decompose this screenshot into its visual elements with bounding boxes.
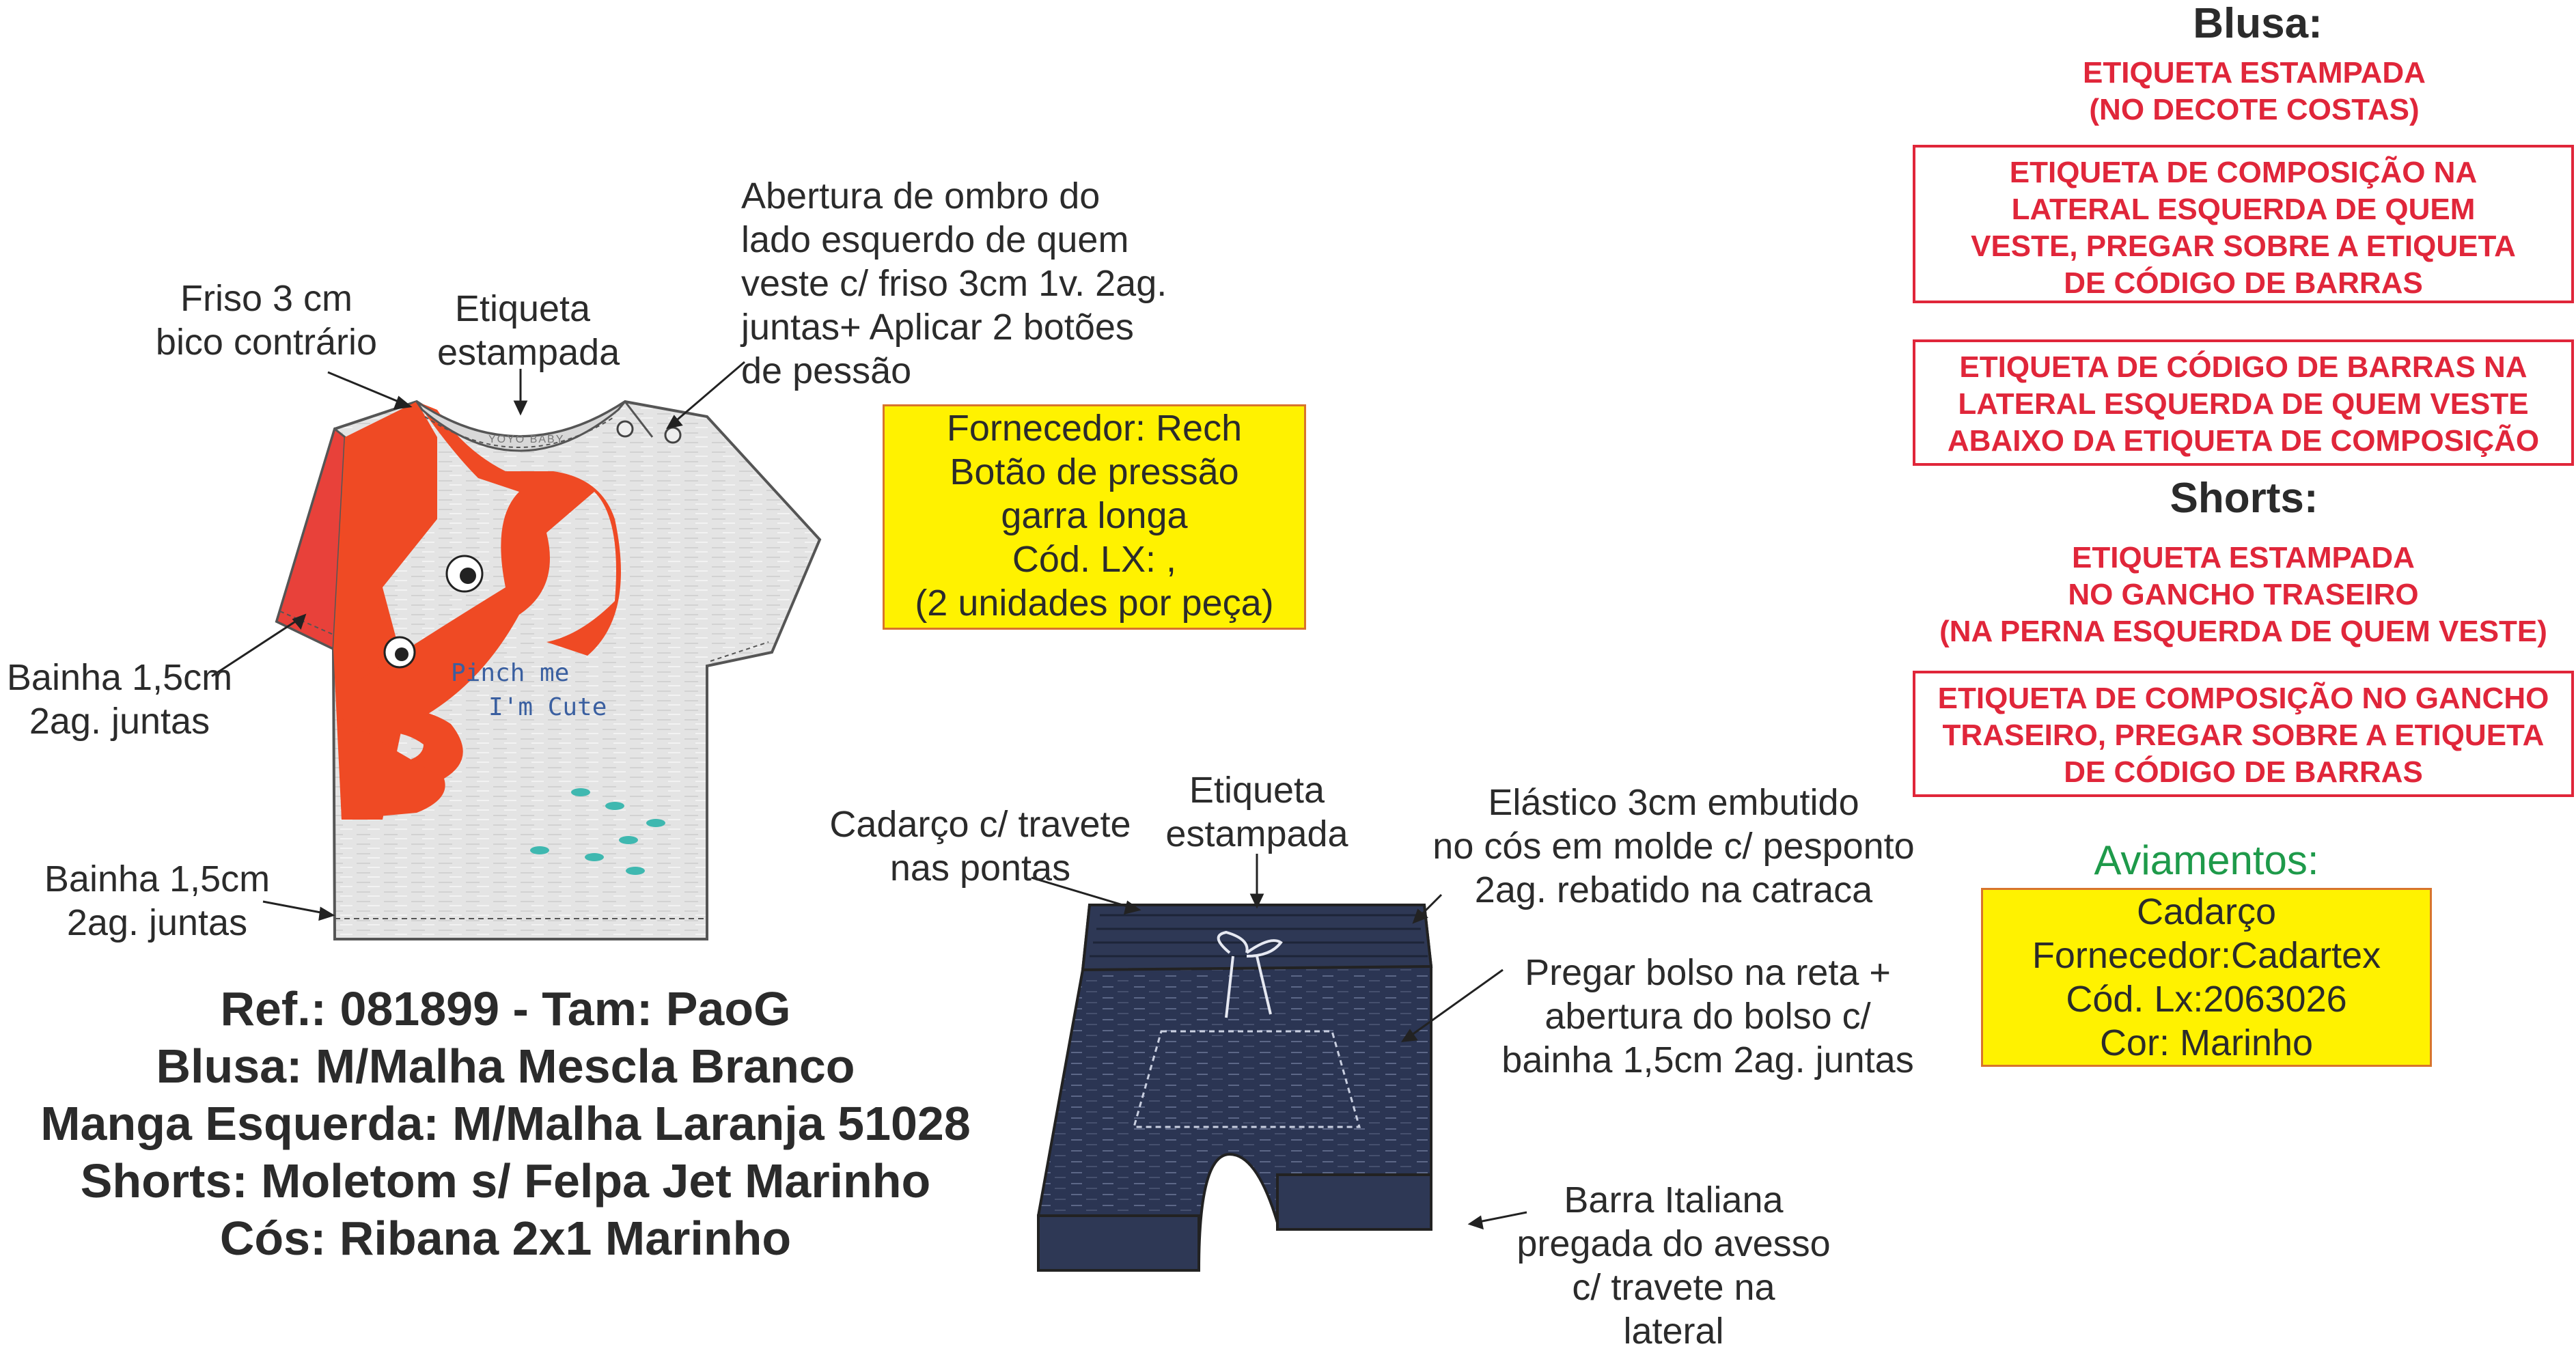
note-abertura-line1: Abertura de ombro do xyxy=(741,176,1100,217)
spec-cos: Cós: Ribana 2x1 Marinho xyxy=(219,1212,792,1265)
blusa-etiqueta-estampada xyxy=(1981,55,2527,128)
note-abertura-line5: de pessão xyxy=(741,350,912,391)
note-etiqueta-shorts xyxy=(1154,768,1359,856)
aviamentos-line1: Cadarço xyxy=(2136,891,2277,932)
note-bainha-manga xyxy=(0,656,239,743)
blusa-codigo-line3: ABAIXO DA ETIQUETA DE COMPOSIÇÃO xyxy=(1947,424,2540,458)
note-cadarco-line1: Cadarço c/ travete xyxy=(829,804,1131,845)
blusa-composicao-line4: DE CÓDIGO DE BARRAS xyxy=(2064,266,2423,300)
spec-shorts: Shorts: Moletom s/ Felpa Jet Marinho xyxy=(80,1154,931,1208)
blusa-codigo-barras-box xyxy=(1913,339,2574,466)
note-barra-line2: pregada do avesso xyxy=(1516,1223,1831,1264)
note-etiqueta-blusa xyxy=(437,287,620,374)
aviamentos-line2: Fornecedor:Cadartex xyxy=(2032,935,2381,976)
snap-button-2 xyxy=(665,428,680,443)
blusa-composicao-line1: ETIQUETA DE COMPOSIÇÃO NA xyxy=(2009,156,2478,189)
shorts-composicao-line2: TRASEIRO, PREGAR SOBRE A ETIQUETA xyxy=(1942,719,2545,752)
blusa-title: Blusa: xyxy=(2193,0,2323,47)
note-friso-line1: Friso 3 cm xyxy=(180,278,353,319)
supplier-line1: Fornecedor: Rech xyxy=(946,408,1243,449)
spec-block xyxy=(0,980,1011,1267)
note-bainha-barra xyxy=(27,857,287,945)
print-text-line1: Pinch me xyxy=(451,659,570,687)
snap-button-1 xyxy=(618,421,633,436)
note-bainha-barra-line1: Bainha 1,5cm xyxy=(44,859,271,899)
note-bainha-barra-line2: 2ag. juntas xyxy=(66,902,248,943)
aviamentos-line3: Cód. Lx:2063026 xyxy=(2066,979,2347,1020)
shorts-composicao-box xyxy=(1913,671,2574,797)
note-etiqueta-blusa-line2: estampada xyxy=(437,332,620,373)
blusa-composicao-line2: LATERAL ESQUERDA DE QUEM xyxy=(2011,193,2476,226)
note-friso-line2: bico contrário xyxy=(155,322,378,363)
shorts-composicao-line3: DE CÓDIGO DE BARRAS xyxy=(2064,755,2423,789)
note-bolso-line2: abertura do bolso c/ xyxy=(1545,996,1871,1037)
note-abertura-line4: juntas+ Aplicar 2 botões xyxy=(741,307,1134,348)
shorts-etiqueta-line2: NO GANCHO TRASEIRO xyxy=(2068,578,2419,611)
note-etiqueta-shorts-line2: estampada xyxy=(1165,813,1348,854)
shorts-drawing xyxy=(1038,905,1431,1270)
neck-label-brand: YOYO BABY xyxy=(488,434,565,445)
aviamentos-line4: Cor: Marinho xyxy=(2099,1022,2314,1063)
note-elastico-line3: 2ag. rebatido na catraca xyxy=(1474,869,1873,910)
shorts-etiqueta-line1: ETIQUETA ESTAMPADA xyxy=(2072,541,2415,574)
blusa-codigo-line1: ETIQUETA DE CÓDIGO DE BARRAS NA xyxy=(1959,350,2527,384)
spec-manga: Manga Esquerda: M/Malha Laranja 51028 xyxy=(40,1097,971,1150)
aviamentos-box xyxy=(1981,888,2432,1067)
note-bainha-manga-line2: 2ag. juntas xyxy=(29,701,210,742)
note-abertura-ombro xyxy=(741,174,1167,393)
note-abertura-line2: lado esquerdo de quem xyxy=(741,219,1129,260)
note-etiqueta-blusa-line1: Etiqueta xyxy=(454,288,591,329)
note-bolso-line3: bainha 1,5cm 2ag. juntas xyxy=(1501,1040,1914,1080)
note-etiqueta-shorts-line1: Etiqueta xyxy=(1189,770,1325,811)
supplier-line3: garra longa xyxy=(1001,495,1188,536)
spec-ref: Ref.: 081899 - Tam: PaoG xyxy=(220,982,791,1035)
note-friso xyxy=(140,277,393,364)
spec-blusa: Blusa: M/Malha Mescla Branco xyxy=(156,1040,855,1093)
blusa-etiqueta-line2: (NO DECOTE COSTAS) xyxy=(2089,93,2420,126)
note-bolso-line1: Pregar bolso na reta + xyxy=(1525,952,1891,993)
note-barra xyxy=(1489,1178,1858,1353)
note-elastico-line2: no cós em molde c/ pesponto xyxy=(1432,826,1915,867)
note-abertura-line3: veste c/ friso 3cm 1v. 2ag. xyxy=(741,263,1167,304)
blusa-etiqueta-line1: ETIQUETA ESTAMPADA xyxy=(2083,56,2426,89)
shorts-title: Shorts: xyxy=(2170,475,2318,522)
note-bainha-manga-line1: Bainha 1,5cm xyxy=(6,657,233,698)
note-elastico-line1: Elástico 3cm embutido xyxy=(1488,782,1859,823)
note-bolso xyxy=(1476,951,1940,1082)
note-barra-line3: c/ travete na xyxy=(1572,1267,1775,1308)
note-barra-line4: lateral xyxy=(1623,1311,1724,1352)
supplier-button-box xyxy=(883,404,1306,630)
shorts-etiqueta-estampada xyxy=(1913,540,2574,650)
shorts-etiqueta-line3: (NA PERNA ESQUERDA DE QUEM VESTE) xyxy=(1939,615,2547,648)
shorts-composicao-line1: ETIQUETA DE COMPOSIÇÃO NO GANCHO xyxy=(1937,682,2549,715)
note-barra-line1: Barra Italiana xyxy=(1564,1180,1784,1221)
blusa-composicao-line3: VESTE, PREGAR SOBRE A ETIQUETA xyxy=(1971,229,2516,263)
blusa-codigo-line2: LATERAL ESQUERDA DE QUEM VESTE xyxy=(1958,387,2529,421)
note-cadarco-line2: nas pontas xyxy=(889,848,1071,889)
supplier-line4: Cód. LX: , xyxy=(1012,539,1177,580)
blusa-composicao-box xyxy=(1913,145,2574,303)
sleeve-orange xyxy=(277,429,345,649)
supplier-line2: Botão de pressão xyxy=(950,451,1239,492)
supplier-line5: (2 unidades por peça) xyxy=(915,583,1274,624)
aviamentos-title: Aviamentos: xyxy=(2094,837,2319,883)
note-elastico xyxy=(1421,781,1926,912)
note-cadarco xyxy=(813,803,1148,890)
print-text-line2: I'm Cute xyxy=(488,693,607,721)
